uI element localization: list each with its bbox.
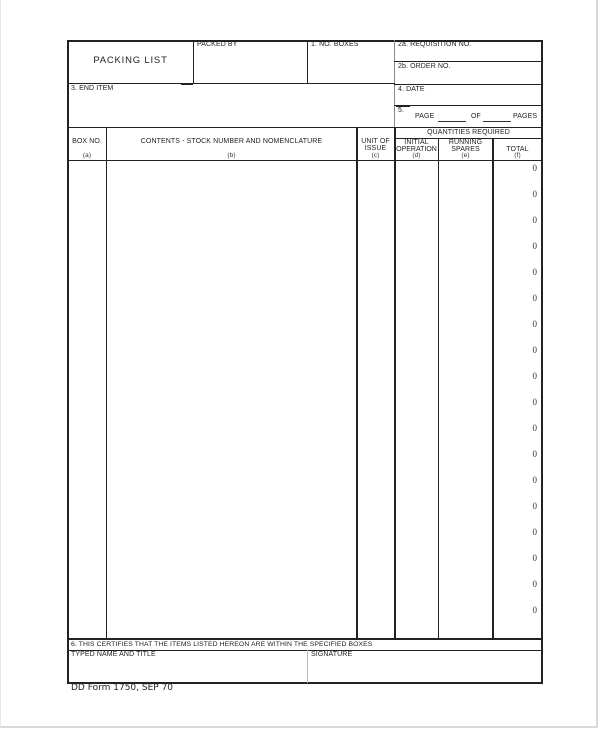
table-row-total: 0 <box>532 475 537 485</box>
col-divider-b-c <box>356 127 358 639</box>
table-row-total: 0 <box>532 215 537 225</box>
col-header-unit-line2: ISSUE <box>364 145 387 152</box>
certification-label: 6. THIS CERTIFIES THAT THE ITEMS LISTED HEREON ARE WITHIN THE SPECIFIED BOXES <box>71 641 373 648</box>
requisition-label: 2a. REQUISITION NO. <box>398 41 472 48</box>
page-number-blank[interactable] <box>438 121 466 122</box>
col-header-initial-sub: (d) <box>412 152 421 159</box>
table-row-total: 0 <box>532 293 537 303</box>
end-item-label: 3. END ITEM <box>71 85 114 92</box>
col-header-contents-sub: (b) <box>227 152 236 159</box>
col-divider-a-b <box>106 127 107 639</box>
col-header-box-no: BOX NO. <box>72 138 102 145</box>
divider-4-5 <box>394 105 542 106</box>
typed-name-label: TYPED NAME AND TITLE <box>71 651 156 658</box>
table-row-total: 0 <box>532 267 537 277</box>
packed-by-label: PACKED BY <box>197 41 238 48</box>
table-row-total: 0 <box>532 527 537 537</box>
no-boxes-input[interactable] <box>311 52 391 80</box>
divider-name-signature <box>307 650 308 683</box>
of-word: OF <box>471 113 481 120</box>
divider-2a-2b <box>394 61 542 62</box>
end-item-input[interactable] <box>71 96 389 124</box>
pages-word: PAGES <box>513 113 538 120</box>
quantities-required-label: QUANTITIES REQUIRED <box>427 129 510 136</box>
table-row-total: 0 <box>532 319 537 329</box>
table-header-bottom <box>67 160 543 161</box>
page-word: PAGE <box>415 113 435 120</box>
table-bottom <box>67 638 543 640</box>
divider-packedby-boxes <box>307 40 308 84</box>
divider-header-enditem <box>67 83 395 84</box>
table-row-total: 0 <box>532 345 537 355</box>
col-header-contents: CONTENTS - STOCK NUMBER AND NOMENCLATURE <box>140 138 323 145</box>
divider-title-packedby <box>193 40 194 84</box>
col-header-unit-sub: (c) <box>371 152 380 159</box>
typed-name-input[interactable] <box>71 661 303 679</box>
col-header-spares: RUNNING <box>448 139 483 146</box>
table-row-total: 0 <box>532 605 537 615</box>
form-title: PACKING LIST <box>93 55 168 66</box>
col-header-unit: UNIT OF <box>361 138 390 145</box>
signature-label: SIGNATURE <box>311 651 353 658</box>
col-header-initial-line2: OPERATION <box>396 146 437 153</box>
form-border-top <box>67 40 543 42</box>
signature-input[interactable] <box>311 661 537 679</box>
col-header-spares-line2: SPARES <box>451 146 480 153</box>
table-row-total: 0 <box>532 371 537 381</box>
no-boxes-label: 1. NO. BOXES <box>311 41 359 48</box>
form-id: DD Form 1750, SEP 70 <box>71 683 174 693</box>
table-row-total: 0 <box>532 449 537 459</box>
col-header-total: TOTAL <box>506 146 529 153</box>
date-label: 4. DATE <box>398 86 425 93</box>
table-row-total: 0 <box>532 397 537 407</box>
packed-by-input[interactable] <box>197 52 303 80</box>
page-number-label: 5. <box>398 107 405 114</box>
col-header-initial: INITIAL <box>404 139 429 146</box>
table-row-total: 0 <box>532 189 537 199</box>
col-divider-e-f <box>492 138 494 639</box>
table-row-total: 0 <box>532 579 537 589</box>
table-row-total: 0 <box>532 553 537 563</box>
col-header-box-no-sub: (a) <box>82 152 92 159</box>
total-pages-blank[interactable] <box>483 121 511 122</box>
col-header-total-sub: (f) <box>514 152 521 159</box>
col-divider-c-d <box>394 127 396 639</box>
order-label: 2b. ORDER NO. <box>398 63 451 70</box>
order-input[interactable] <box>398 72 538 82</box>
col-divider-d-e <box>438 138 439 639</box>
table-row-total: 0 <box>532 241 537 251</box>
table-row-total: 0 <box>532 163 537 173</box>
form-border-left <box>67 40 69 684</box>
divider-header-table <box>67 127 543 128</box>
divider-2b-4 <box>394 84 542 85</box>
divider-header-enditem-accent <box>181 83 193 85</box>
col-header-spares-sub: (e) <box>461 152 470 159</box>
date-input[interactable] <box>398 94 538 104</box>
table-row-total: 0 <box>532 501 537 511</box>
requisition-input[interactable] <box>398 50 538 60</box>
table-row-total: 0 <box>532 423 537 433</box>
